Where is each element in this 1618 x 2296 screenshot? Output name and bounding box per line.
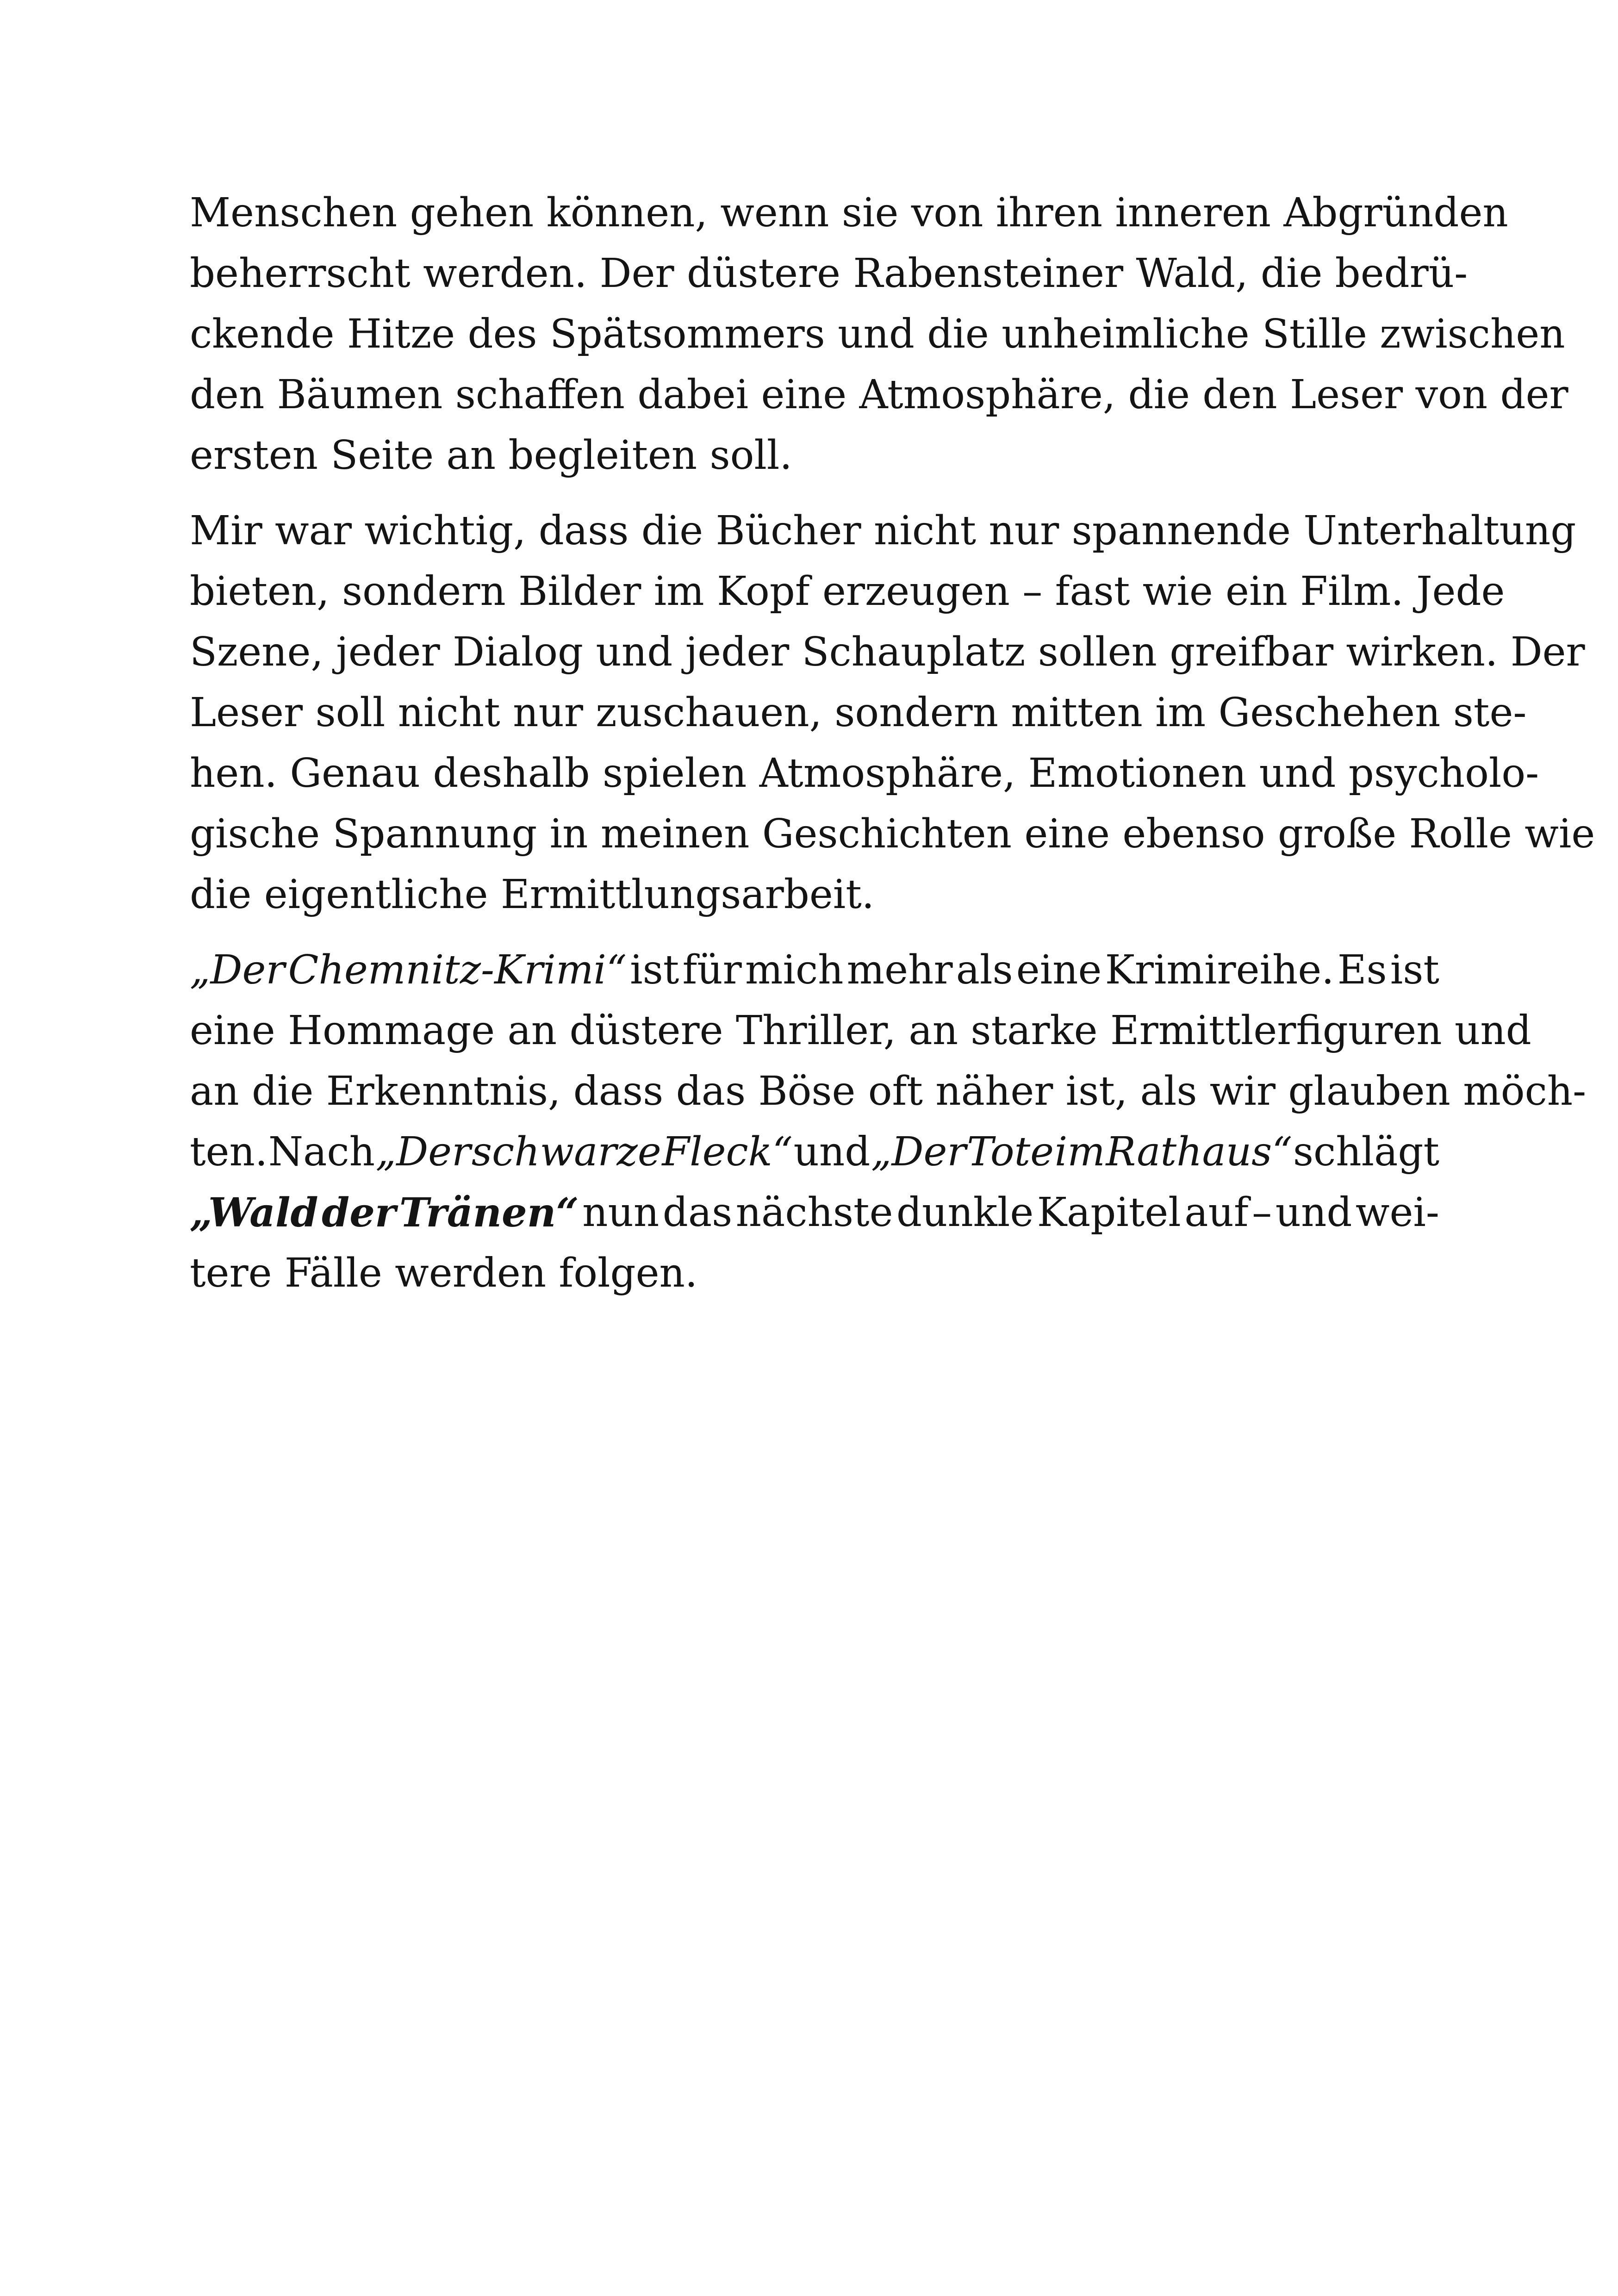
text-run: wei-: [1355, 1189, 1439, 1236]
text-line: Leser soll nicht nur zuschauen, sondern mitten im Geschehen ste-: [190, 690, 1527, 736]
book-title-2: im: [1054, 1129, 1105, 1175]
text-line: tere Fälle werden folgen.: [190, 1250, 698, 1296]
text-line: den Bäumen schaffen dabei eine Atmosphäre, die den Leser von der: [190, 372, 1568, 418]
book-title-1: „Der: [375, 1129, 471, 1175]
text-line: hen. Genau deshalb spielen Atmosphäre, Emotionen und psycholo-: [190, 750, 1539, 796]
text-run: Es: [1337, 947, 1387, 993]
book-title-series: Chemnitz-Krimi“: [288, 947, 627, 993]
text-line: ersten Seite an begleiten soll.: [190, 432, 792, 479]
book-title-2: Tote: [967, 1129, 1054, 1175]
book-title-2: Rathaus“: [1106, 1129, 1293, 1175]
text-line: [190, 1122, 1439, 1182]
text-line: an die Erkenntnis, dass das Böse oft näher ist, als wir glauben möch-: [190, 1068, 1587, 1114]
book-title-current: „Wald: [190, 1189, 318, 1236]
text-run: schlägt: [1293, 1129, 1439, 1175]
text-line: [190, 1182, 1439, 1243]
text-run: mehr: [846, 947, 953, 993]
text-run: mich: [745, 947, 844, 993]
text-run: und: [1275, 1189, 1352, 1236]
text-run: ten.: [190, 1129, 268, 1175]
paragraph-2: [190, 501, 1595, 925]
text-run: –: [1252, 1189, 1272, 1236]
text-run: Kapitel: [1037, 1189, 1181, 1236]
text-run: Nach: [268, 1129, 375, 1175]
paragraph-1: [190, 183, 1568, 486]
book-title-current: der: [322, 1189, 396, 1236]
text-line: gische Spannung in meinen Geschichten eine ebenso große Rolle wie: [190, 811, 1595, 857]
text-run: nächste: [735, 1189, 893, 1236]
book-title-current: Tränen“: [399, 1189, 579, 1236]
book-title-1: Fleck“: [662, 1129, 793, 1175]
body-text: [190, 183, 1595, 1304]
text-line: [190, 940, 1439, 1001]
text-line: Szene, jeder Dialog und jeder Schauplatz sollen greifbar wirken. Der: [190, 629, 1585, 675]
text-run: ist: [1390, 947, 1439, 993]
text-run: als: [956, 947, 1013, 993]
text-run: auf: [1184, 1189, 1249, 1236]
text-line: eine Hommage an düstere Thriller, an starke Ermittlerfiguren und: [190, 1008, 1531, 1054]
text-line: Mir war wichtig, dass die Bücher nicht nur spannende Unterhaltung: [190, 508, 1576, 554]
paragraph-gap: [190, 925, 1439, 940]
text-line: bieten, sondern Bilder im Kopf erzeugen – fast wie ein Film. Jede: [190, 568, 1505, 615]
paragraph-3: [190, 940, 1587, 1304]
book-title-series: „Der: [190, 947, 285, 993]
text-line: ckende Hitze des Spätsommers und die unheimliche Stille zwischen: [190, 311, 1565, 357]
book-title-2: „Der: [871, 1129, 966, 1175]
text-run: eine: [1016, 947, 1102, 993]
text-run: nun: [582, 1189, 660, 1236]
text-line: Menschen gehen können, wenn sie von ihren inneren Abgründen: [190, 190, 1508, 236]
text-run: das: [662, 1189, 733, 1236]
text-run: dunkle: [896, 1189, 1034, 1236]
text-run: für: [682, 947, 742, 993]
text-run: ist: [630, 947, 679, 993]
text-line: die eigentliche Ermittlungsarbeit.: [190, 871, 875, 918]
text-run: und: [793, 1129, 871, 1175]
text-line: beherrscht werden. Der düstere Rabensteiner Wald, die bedrü-: [190, 250, 1468, 297]
paragraph-gap: [190, 486, 1439, 501]
book-title-1: schwarze: [471, 1129, 661, 1175]
text-run: Krimireihe.: [1105, 947, 1334, 993]
